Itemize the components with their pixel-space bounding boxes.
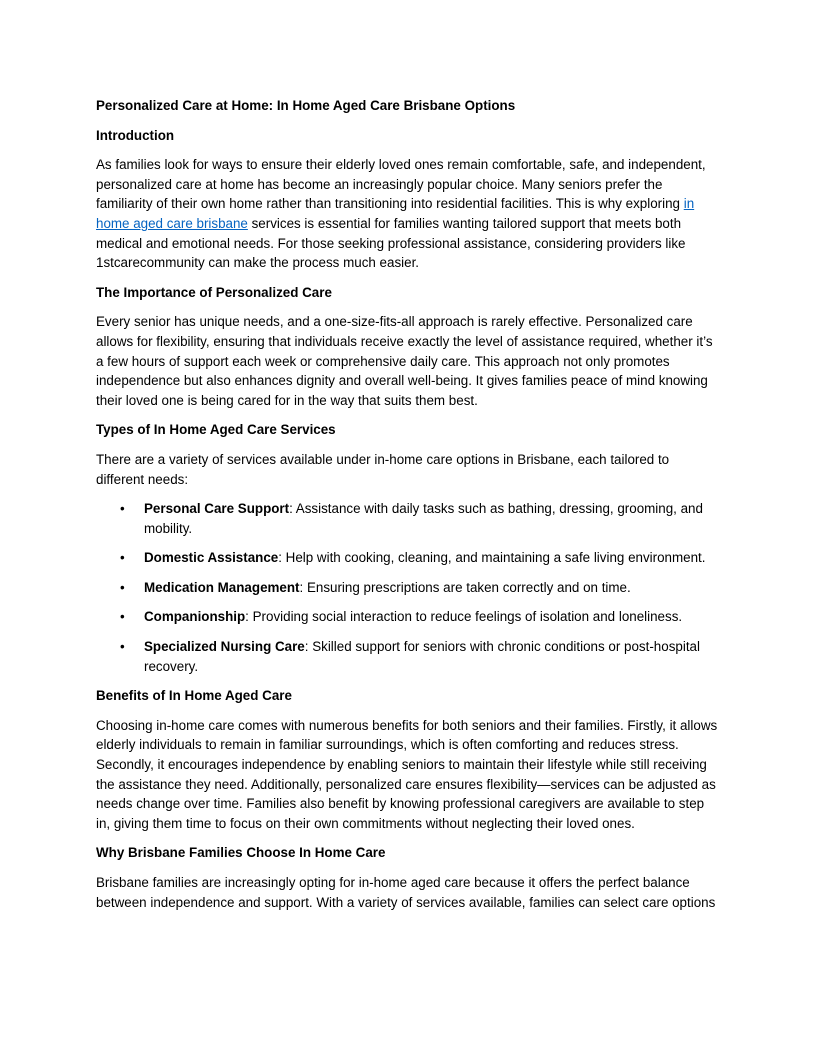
importance-heading: The Importance of Personalized Care bbox=[96, 284, 332, 300]
list-item bbox=[96, 637, 720, 676]
intro-text-after-link: services is essential for families wanting tailored support that meets both medical and emotional needs. For those seeking professional assistance, considering providers like 1stcarecommunity can make the process much easier. bbox=[96, 215, 686, 271]
list-item bbox=[96, 548, 720, 568]
document-page bbox=[96, 96, 720, 922]
document-title: Personalized Care at Home: In Home Aged Care Brisbane Options bbox=[96, 98, 516, 113]
bullet-icon: • bbox=[120, 501, 125, 517]
list-item bbox=[96, 607, 720, 627]
bullet-icon: • bbox=[120, 550, 125, 566]
service-term: Companionship bbox=[144, 609, 246, 625]
service-term: Specialized Nursing Care bbox=[144, 639, 305, 655]
benefits-heading: Benefits of In Home Aged Care bbox=[96, 688, 292, 704]
service-description: : Assistance with daily tasks such as bathing, dressing, grooming, and mobility. bbox=[144, 501, 703, 536]
list-item bbox=[96, 499, 720, 538]
why-brisbane-paragraph: Brisbane families are increasingly opting for in-home aged care because it offers the perfect balance between independence and support. With a variety of services available, families can select care options bbox=[96, 875, 716, 910]
intro-text-before-link: As families look for ways to ensure their elderly loved ones remain comfortable, safe, and independent, personalized care at home has become an increasingly popular choice. Many seniors prefer the familiarity of their own home rather than transitioning into residential facilities. This is why exploring bbox=[96, 157, 706, 212]
service-description: : Ensuring prescriptions are taken correctly and on time. bbox=[299, 579, 631, 595]
intro-heading: Introduction bbox=[96, 127, 175, 143]
service-term: Domestic Assistance bbox=[144, 550, 279, 566]
types-heading: Types of In Home Aged Care Services bbox=[96, 422, 336, 438]
bullet-icon: • bbox=[120, 609, 125, 625]
bullet-icon: • bbox=[120, 579, 125, 595]
service-description: : Providing social interaction to reduce feelings of isolation and loneliness. bbox=[245, 609, 683, 625]
why-brisbane-heading: Why Brisbane Families Choose In Home Care bbox=[96, 845, 386, 861]
bullet-icon: • bbox=[120, 639, 125, 655]
types-intro-paragraph: There are a variety of services available under in-home care options in Brisbane, each tailored to different needs: bbox=[96, 451, 670, 487]
service-term: Personal Care Support bbox=[144, 501, 290, 517]
in-home-aged-care-brisbane-link[interactable]: in home aged care brisbane bbox=[96, 196, 695, 231]
service-description: : Help with cooking, cleaning, and maintaining a safe living environment. bbox=[278, 550, 706, 566]
intro-paragraph bbox=[96, 155, 720, 273]
service-term: Medication Management bbox=[144, 579, 300, 595]
list-item bbox=[96, 578, 720, 598]
benefits-paragraph: Choosing in-home care comes with numerous benefits for both seniors and their families. Firstly, it allows elderly individuals to remain in familiar surroundings, which is often comforting and reduces stress. Secondly, it encourages independence by enabling seniors to maintain their lifestyle while still receiving the assistance they need. Additionally, personalized care ensures flexibility—services can be adjusted as needs change over time. Families also benefit by knowing professional caregivers are available to step in, giving them time to focus on their own commitments without neglecting their loved ones. bbox=[96, 717, 718, 831]
importance-paragraph: Every senior has unique needs, and a one-size-fits-all approach is rarely effective. Personalized care allows for flexibility, ensuring that individuals receive exactly the level of assistance required, whether it’s a few hours of support each week or comprehensive daily care. This approach not only promotes independence but also enhances dignity and overall well-being. It gives families peace of mind knowing their loved one is being cared for in the way that suits them best. bbox=[96, 314, 713, 408]
services-list bbox=[96, 499, 720, 676]
service-description: : Skilled support for seniors with chronic conditions or post-hospital recovery. bbox=[144, 639, 700, 674]
